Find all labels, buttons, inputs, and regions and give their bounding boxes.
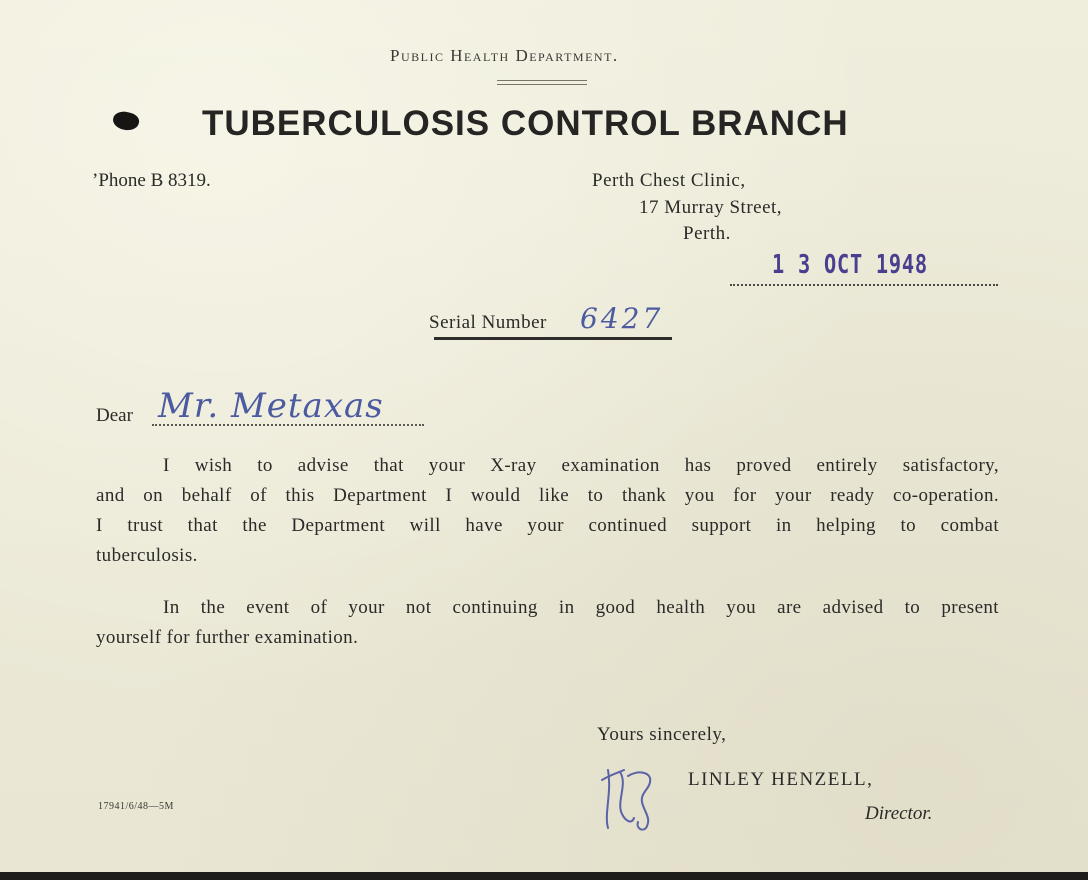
- address-line-3: Perth.: [683, 223, 731, 244]
- body-paragraph-1-line-1: I wish to advise that your X-ray examination has proved entirely satisfactory,: [163, 455, 999, 476]
- branch-title: TUBERCULOSIS CONTROL BRANCH: [202, 104, 849, 143]
- phone-number: ’Phone B 8319.: [92, 170, 211, 191]
- ornamental-rule: [497, 84, 587, 85]
- date-stamp: 1 3 OCT 1948: [772, 250, 928, 280]
- address-line-2: 17 Murray Street,: [639, 197, 783, 218]
- printer-code: 17941/6/48—5M: [98, 801, 174, 812]
- body-paragraph-1-line-4: tuberculosis.: [96, 545, 198, 566]
- signatory-name: LINLEY HENZELL,: [688, 769, 874, 790]
- page-bottom-edge: [0, 872, 1088, 880]
- punch-hole: [111, 109, 140, 132]
- body-paragraph-1-line-3: I trust that the Department will have your continued support in helping to combat: [96, 515, 999, 536]
- signatory-title: Director.: [865, 803, 933, 824]
- recipient-name-handwritten: Mr. Metaxas: [158, 386, 384, 426]
- salutation-dotted-line: [152, 424, 424, 426]
- department-heading: Public Health Department.: [390, 46, 619, 65]
- body-paragraph-2-line-1: In the event of your not continuing in good health you are advised to present: [163, 597, 999, 618]
- handwritten-initials-signature: [598, 762, 664, 832]
- salutation-prefix: Dear: [96, 405, 133, 426]
- body-paragraph-2-line-2: yourself for further examination.: [96, 627, 359, 648]
- ornamental-rule: [497, 80, 587, 81]
- date-dotted-line: [730, 284, 998, 286]
- serial-underline: [434, 337, 672, 340]
- valediction: Yours sincerely,: [597, 724, 727, 745]
- body-paragraph-1-line-2: and on behalf of this Department I would like to thank you for your ready co-operation.: [96, 485, 999, 506]
- serial-number-handwritten: 6427: [580, 302, 664, 335]
- address-line-1: Perth Chest Clinic,: [592, 170, 746, 191]
- serial-label: Serial Number: [429, 312, 547, 333]
